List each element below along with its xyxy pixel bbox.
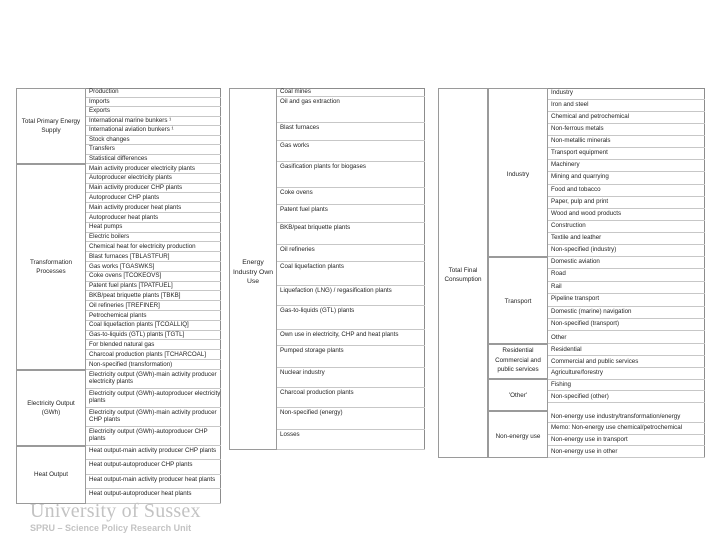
transport-row: Domestic aviation [548, 257, 705, 269]
industry-row: Textile and leather [548, 233, 705, 245]
own-use-row: Losses [277, 430, 425, 450]
transform-row: Autoproducer heat plants [86, 213, 221, 223]
own-use-row: Pumped storage plants [277, 346, 425, 368]
transform-row: Coal liquefaction plants [TCOALLIQ] [86, 321, 221, 331]
transform-row: Petrochemical plants [86, 311, 221, 321]
elec-output-row: Electricity output (GWh)-autoproducer CHP plants [86, 427, 221, 446]
other-section-row: Residential [548, 344, 705, 356]
tps-row: Stock changes [86, 136, 221, 146]
elec-output-row: Electricity output (GWh)-autoproducer electricity plants [86, 389, 221, 408]
transform-group-label: Transformation Processes [29, 259, 73, 275]
transform-row: Coke ovens [TCOKEOVS] [86, 272, 221, 282]
industry-row: Industry [548, 88, 705, 100]
own-use-row: Oil and gas extraction [277, 97, 425, 123]
transform-row: Autoproducer CHP plants [86, 193, 221, 203]
own-use-row: Coal mines [277, 88, 425, 97]
transform-row: Gas-to-liquids (GTL) plants [TGTL] [86, 331, 221, 341]
other-section-row: Fishing [548, 380, 705, 392]
other-section-row: Other [548, 332, 705, 344]
industry-row: Transport equipment [548, 148, 705, 160]
tfc-group-label: Total Final Consumption [444, 267, 482, 283]
residential-subgroup-label: Residential [502, 347, 534, 354]
industry-row: Paper, pulp and print [548, 197, 705, 209]
heat-output-row: Heat output-autoproducer CHP plants [86, 460, 221, 475]
own-use-row: Gas-to-liquids (GTL) plants [277, 306, 425, 330]
transform-row: BKB/peat briquette plants [TBKB] [86, 291, 221, 301]
tps-group-label: Total Primary Energy Supply [21, 118, 81, 134]
transport-row: Domestic (marine) navigation [548, 307, 705, 319]
own-use-group-label: Energy Industry Own Use [232, 259, 274, 285]
own-use-row: Patent fuel plants [277, 205, 425, 223]
industry-row: Mining and quarrying [548, 172, 705, 184]
nonenergy-subgroup-label: Non-energy use [495, 433, 541, 440]
industry-row: Machinery [548, 160, 705, 172]
elec-group-label: Electricity Output (GWh) [27, 400, 75, 416]
own-use-row: Coke ovens [277, 188, 425, 205]
other-subgroup-label: 'Other' [508, 392, 528, 399]
heat-output-row: Heat output-main activity producer heat plants [86, 475, 221, 490]
tps-row: Imports [86, 98, 221, 108]
tps-row: International aviation bunkers ¹ [86, 126, 221, 136]
own-use-row: Gasification plants for biogases [277, 162, 425, 188]
industry-row: Non-ferrous metals [548, 124, 705, 136]
own-use-row: BKB/peat briquette plants [277, 223, 425, 245]
transform-row: Patent fuel plants [TPATFUEL] [86, 282, 221, 292]
transform-row: Non-specified (transformation) [86, 360, 221, 370]
heat-group-label: Heat Output [34, 471, 68, 478]
elec-output-row: Electricity output (GWh)-main activity producer electricity plants [86, 370, 221, 389]
commercial-subgroup-label: Commercial and public services [495, 357, 541, 373]
own-use-row: Coal liquefaction plants [277, 262, 425, 286]
nonenergy-row: Memo: Non-energy use chemical/petrochemical [548, 423, 705, 435]
other-section-row: Commercial and public services [548, 356, 705, 368]
university-logo-text: University of Sussex [30, 500, 201, 522]
transport-row: Non-specified (transport) [548, 319, 705, 331]
own-use-row: Nuclear industry [277, 368, 425, 388]
own-use-row: Charcoal production plants [277, 388, 425, 408]
transform-row: Electric boilers [86, 233, 221, 243]
industry-row: Non-metallic minerals [548, 136, 705, 148]
elec-output-row: Electricity output (GWh)-main activity producer CHP plants [86, 408, 221, 427]
tps-row: Production [86, 88, 221, 98]
industry-row: Non-specified (industry) [548, 245, 705, 257]
industry-row: Chemical and petrochemical [548, 112, 705, 124]
transform-row: Main activity producer electricity plants [86, 164, 221, 174]
heat-output-row: Heat output-main activity producer CHP plants [86, 446, 221, 461]
own-use-row: Liquefaction (LNG) / regasification plants [277, 286, 425, 306]
transform-row: Autoproducer electricity plants [86, 174, 221, 184]
tps-row: International marine bunkers ¹ [86, 117, 221, 127]
transform-row: Blast furnaces [TBLASTFUR] [86, 252, 221, 262]
own-use-row: Gas works [277, 141, 425, 162]
industry-subgroup-label: Industry [506, 171, 530, 178]
other-section-row: Agriculture/forestry [548, 368, 705, 380]
transform-row: Chemical heat for electricity production [86, 242, 221, 252]
transform-row: Gas works [TGASWKS] [86, 262, 221, 272]
transform-row: Heat pumps [86, 223, 221, 233]
own-use-row: Own use in electricity, CHP and heat plants [277, 330, 425, 346]
tps-row: Statistical differences [86, 155, 221, 165]
transform-row: Main activity producer CHP plants [86, 184, 221, 194]
own-use-row: Blast furnaces [277, 123, 425, 141]
transform-row: Main activity producer heat plants [86, 203, 221, 213]
transform-row: Charcoal production plants [TCHARCOAL] [86, 350, 221, 360]
transport-row: Rail [548, 282, 705, 294]
heat-output-row: Heat output-autoproducer heat plants [86, 489, 221, 504]
own-use-row: Oil refineries [277, 245, 425, 262]
nonenergy-row: Non-energy use in transport [548, 435, 705, 447]
spru-unit-text: SPRU – Science Policy Research Unit [30, 523, 192, 533]
other-section-row: Non-specified (other) [548, 391, 705, 403]
transform-row: Oil refineries [TREFINER] [86, 301, 221, 311]
nonenergy-row: Non-energy use in other [548, 446, 705, 458]
tps-row: Exports [86, 107, 221, 117]
transform-row: For blended natural gas [86, 340, 221, 350]
transport-row: Pipeline transport [548, 294, 705, 306]
nonenergy-row: Non-energy use industry/transformation/energy [548, 411, 705, 423]
transport-subgroup-label: Transport [504, 298, 532, 305]
industry-row: Wood and wood products [548, 209, 705, 221]
tps-row: Transfers [86, 145, 221, 155]
own-use-row: Non-specified (energy) [277, 408, 425, 430]
industry-row: Iron and steel [548, 100, 705, 112]
transport-row: Road [548, 269, 705, 281]
industry-row: Construction [548, 221, 705, 233]
industry-row: Food and tobacco [548, 185, 705, 197]
